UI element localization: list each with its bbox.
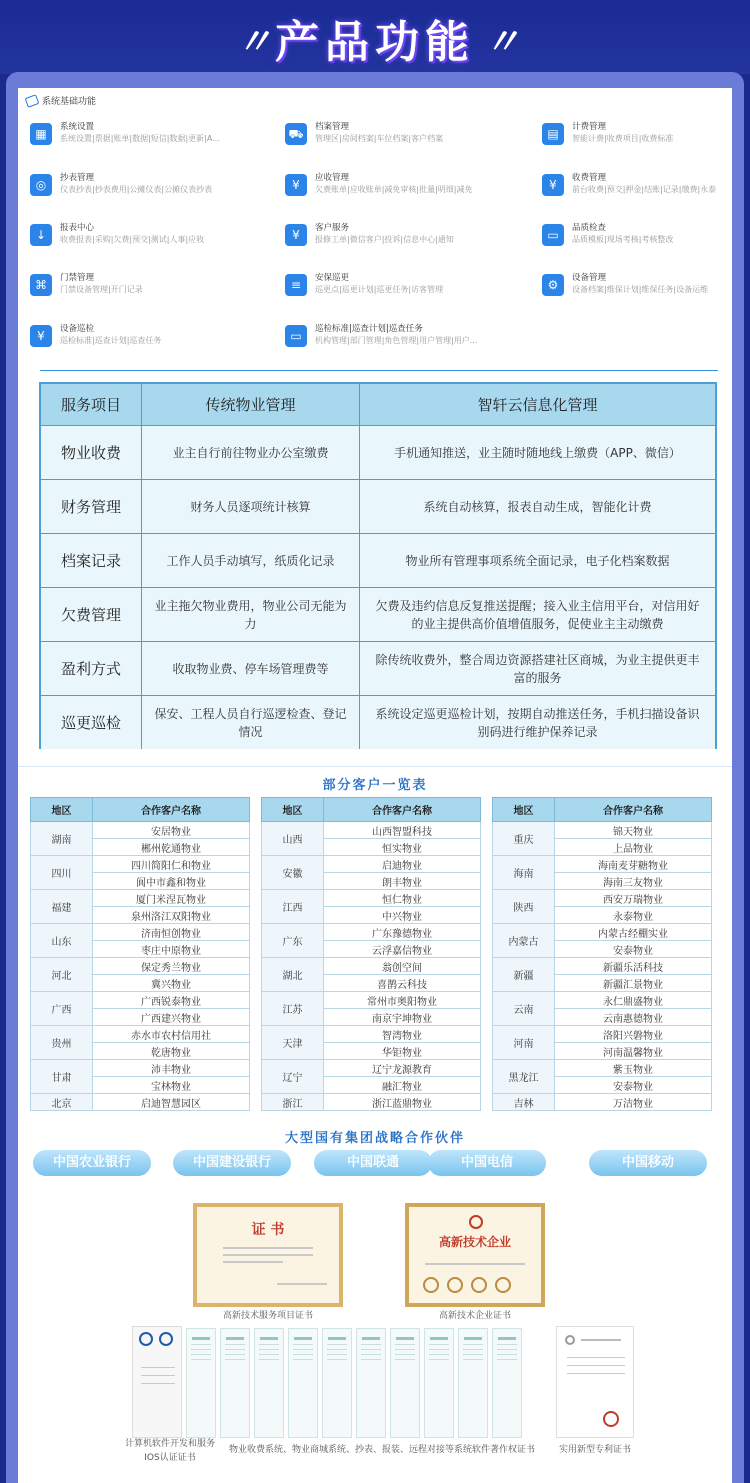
function-item[interactable] — [30, 172, 250, 196]
check-icon: ¥ — [30, 325, 52, 347]
software-certificate — [186, 1328, 216, 1438]
client-cell: 厦门米涅瓦物业 — [93, 890, 250, 907]
region-cell: 安徽 — [262, 856, 324, 890]
client-cell: 永仁鼎盛物业 — [555, 992, 712, 1009]
function-title: 客户服务 — [315, 223, 350, 233]
table-row — [493, 924, 712, 941]
software-certificate — [322, 1328, 352, 1438]
software-certificate — [424, 1328, 454, 1438]
client-header: 合作客户名称 — [555, 798, 712, 822]
client-cell: 山西智盟科技 — [324, 822, 481, 839]
region-cell: 福建 — [31, 890, 93, 924]
traditional-cell: 收取物业费、停车场管理费等 — [142, 642, 360, 695]
function-desc: 报修工单|微信客户|投诉|信息中心|通知 — [315, 235, 454, 244]
table-row — [31, 1060, 250, 1077]
function-desc: 设备档案|维保计划|维保任务|设备运维 — [572, 285, 709, 294]
function-item[interactable] — [285, 172, 505, 196]
client-cell: 新疆乐活科技 — [555, 958, 712, 975]
function-title: 抄表管理 — [60, 173, 95, 183]
function-title: 品质检查 — [572, 223, 607, 233]
region-cell: 山西 — [262, 822, 324, 856]
hightech-certificate: 高新技术企业 — [405, 1203, 545, 1307]
function-item[interactable] — [285, 121, 505, 145]
clients-title: 部分客户一览表 — [322, 778, 428, 793]
comparison-table — [39, 382, 717, 749]
cloud-cell: 手机通知推送，业主随时随地线上缴费（APP、微信） — [394, 445, 681, 460]
region-cell: 天津 — [262, 1026, 324, 1060]
client-cell: 锦天物业 — [555, 822, 712, 839]
device-icon: ⚙ — [542, 274, 564, 296]
function-item[interactable] — [30, 222, 250, 246]
function-title: 档案管理 — [315, 122, 350, 132]
client-cell: 永泰物业 — [555, 907, 712, 924]
function-title: 系统设置 — [60, 122, 95, 132]
client-table — [261, 797, 481, 1111]
function-item[interactable] — [542, 222, 750, 246]
client-cell: 喜鹊云科技 — [324, 975, 481, 992]
client-cell: 新疆汇景物业 — [555, 975, 712, 992]
function-item[interactable] — [285, 323, 505, 347]
region-cell: 四川 — [31, 856, 93, 890]
cloud-cell: 物业所有管理事项系统全面记录，电子化档案数据 — [405, 553, 670, 568]
cloud-cell: 除传统收费外，整合周边资源搭建社区商城，为业主提供更丰富的服务 — [375, 652, 700, 685]
iso-caption-1: 计算机软件开发和服务 — [124, 1439, 215, 1449]
client-cell: 枣庄中原物业 — [93, 941, 250, 958]
partner-badge: 中国电信 — [428, 1150, 546, 1176]
client-cell: 内蒙古经棚实业 — [555, 924, 712, 941]
table-row — [31, 992, 250, 1009]
table-row — [493, 992, 712, 1009]
region-cell: 山东 — [31, 924, 93, 958]
table-row — [31, 1026, 250, 1043]
function-desc: 智能计费|收费项目|收费标准 — [572, 134, 674, 143]
region-cell: 甘肃 — [31, 1060, 93, 1094]
table-row — [262, 890, 481, 907]
region-cell: 广东 — [262, 924, 324, 958]
client-table — [492, 797, 712, 1111]
report-icon: ↓ — [30, 224, 52, 246]
function-desc: 管理区|房间档案|车位档案|客户档案 — [315, 134, 444, 143]
region-cell: 江西 — [262, 890, 324, 924]
region-cell: 内蒙古 — [493, 924, 555, 958]
table-row — [31, 958, 250, 975]
client-cell: 智湾物业 — [324, 1026, 481, 1043]
client-cell: 郴州乾通物业 — [93, 839, 250, 856]
function-desc: 巡检标准|巡查计划|巡查任务 — [60, 336, 162, 345]
function-desc: 门禁设备管理|开门记录 — [60, 285, 143, 294]
software-certificate — [458, 1328, 488, 1438]
client-cell: 西安万瑞物业 — [555, 890, 712, 907]
function-title: 安保巡更 — [315, 273, 350, 283]
traditional-cell: 业主拖欠物业费用，物业公司无能为力 — [142, 588, 360, 641]
client-cell: 南京宇坤物业 — [324, 1009, 481, 1026]
software-caption: 物业收费系统、物业商城系统、抄表、报装、远程对接等系统软件著作权证书 — [228, 1445, 535, 1455]
client-cell: 中兴物业 — [324, 907, 481, 924]
region-cell: 北京 — [31, 1094, 93, 1111]
divider — [40, 370, 718, 371]
comparison-header — [41, 384, 715, 426]
iso-caption-2: IOS认证证书 — [144, 1453, 196, 1463]
hero-banner — [0, 0, 750, 74]
table-row — [31, 856, 250, 873]
client-cell: 上品物业 — [555, 839, 712, 856]
function-desc: 系统设置|票据|账单|数据|短信|数据|更新|A... — [60, 134, 220, 143]
table-row — [262, 992, 481, 1009]
table-row — [31, 890, 250, 907]
client-cell: 安泰物业 — [555, 941, 712, 958]
section-label: 系统基础功能 — [26, 94, 96, 107]
partner-badge: 中国移动 — [589, 1150, 707, 1176]
tag-icon — [25, 94, 40, 108]
function-title: 门禁管理 — [60, 273, 95, 283]
function-title: 报表中心 — [60, 223, 95, 233]
header-cell: 智轩云信息化管理 — [477, 395, 598, 414]
region-cell: 新疆 — [493, 958, 555, 992]
comparison-row — [41, 588, 715, 642]
region-cell: 河北 — [31, 958, 93, 992]
money-bag-icon: ¥ — [285, 174, 307, 196]
function-desc: 品质模板|现场考核|考核整改 — [572, 235, 674, 244]
client-cell: 辽宁龙源教育 — [324, 1060, 481, 1077]
service-item-cell: 物业收费 — [41, 426, 142, 479]
client-cell: 恒仁物业 — [324, 890, 481, 907]
table-row — [493, 890, 712, 907]
comparison-row — [41, 534, 715, 588]
table-row — [262, 822, 481, 839]
partner-badge: 中国联通 — [314, 1150, 432, 1176]
table-row — [493, 1094, 712, 1111]
region-cell: 贵州 — [31, 1026, 93, 1060]
client-cell: 乾唐物业 — [93, 1043, 250, 1060]
client-cell: 紫玉物业 — [555, 1060, 712, 1077]
client-cell: 安居物业 — [93, 822, 250, 839]
hightech-cert-caption: 高新技术企业证书 — [438, 1311, 511, 1321]
client-cell: 广西建兴物业 — [93, 1009, 250, 1026]
client-header: 合作客户名称 — [93, 798, 250, 822]
client-cell: 广西锐泰物业 — [93, 992, 250, 1009]
table-row — [31, 1094, 250, 1111]
function-item[interactable] — [30, 323, 250, 347]
client-cell: 宝林物业 — [93, 1077, 250, 1094]
function-desc: 收费报表|采购|欠费|预交|测试|人事|应收 — [60, 235, 205, 244]
function-title: 设备管理 — [572, 273, 607, 283]
partners-title: 大型国有集团战略合作伙伴 — [284, 1131, 465, 1146]
region-cell: 重庆 — [493, 822, 555, 856]
software-certificate — [390, 1328, 420, 1438]
database-icon: ≡ — [285, 274, 307, 296]
service-certificate: 证 书 — [193, 1203, 343, 1307]
door-icon: ⌘ — [30, 274, 52, 296]
cloud-cell: 欠费及违约信息反复推送提醒；接入业主信用平台，对信用好的业主提供高价值增值服务，促使业主主动缴费 — [375, 598, 700, 631]
partner-badge: 中国农业银行 — [33, 1150, 151, 1176]
client-cell: 沛丰物业 — [93, 1060, 250, 1077]
region-cell: 吉林 — [493, 1094, 555, 1111]
comparison-row — [41, 696, 715, 749]
software-certificate — [492, 1328, 522, 1438]
function-desc: 机构管理|部门管理|角色管理|用户管理|用户... — [315, 336, 478, 345]
service-cert-caption: 高新技术服务项目证书 — [222, 1311, 313, 1321]
hero-deco-right: 〃 — [484, 22, 521, 63]
table-row — [262, 924, 481, 941]
function-title: 应收管理 — [315, 173, 350, 183]
table-row — [262, 958, 481, 975]
client-cell: 海南三友物业 — [555, 873, 712, 890]
region-cell: 云南 — [493, 992, 555, 1026]
region-cell: 河南 — [493, 1026, 555, 1060]
region-cell: 浙江 — [262, 1094, 324, 1111]
software-certificate — [288, 1328, 318, 1438]
patent-certificate — [556, 1326, 634, 1438]
service-item-cell: 财务管理 — [41, 480, 142, 533]
cash-icon: ¥ — [542, 174, 564, 196]
function-desc: 欠费账单|应收账单|减免审核|批量|明细|减免 — [315, 185, 473, 194]
cloud-cell: 系统自动核算，报表自动生成，智能化计费 — [423, 499, 652, 514]
region-cell: 湖南 — [31, 822, 93, 856]
client-cell: 启迪智慧园区 — [93, 1094, 250, 1111]
function-title: 计费管理 — [572, 122, 607, 132]
client-cell: 洛阳兴磐物业 — [555, 1026, 712, 1043]
function-title: 收费管理 — [572, 173, 607, 183]
traditional-cell: 财务人员逐项统计核算 — [142, 480, 360, 533]
client-table — [30, 797, 250, 1111]
client-cell: 泉州洛江双阳物业 — [93, 907, 250, 924]
list-icon: ▭ — [285, 325, 307, 347]
function-title: 设备巡检 — [60, 324, 95, 334]
service-icon: ¥ — [285, 224, 307, 246]
iso-certificate — [132, 1326, 182, 1438]
card-icon: ▭ — [542, 224, 564, 246]
client-cell: 朗丰物业 — [324, 873, 481, 890]
client-cell: 常州市奥阳物业 — [324, 992, 481, 1009]
client-header: 合作客户名称 — [324, 798, 481, 822]
service-item-cell: 盈利方式 — [41, 642, 142, 695]
traditional-cell: 工作人员手动填写，纸质化记录 — [142, 534, 360, 587]
client-cell: 融汇物业 — [324, 1077, 481, 1094]
car-icon: ⛟ — [285, 123, 307, 145]
traditional-cell: 业主自行前往物业办公室缴费 — [142, 426, 360, 479]
client-cell: 浙江蓝鼎物业 — [324, 1094, 481, 1111]
table-row — [493, 1060, 712, 1077]
client-cell: 冀兴物业 — [93, 975, 250, 992]
client-cell: 广东豫德物业 — [324, 924, 481, 941]
comparison-row — [41, 426, 715, 480]
client-cell: 安泰物业 — [555, 1077, 712, 1094]
function-desc: 前台收费|预交|押金|结账|记录|缴费|永泰 — [572, 185, 717, 194]
seal-icon — [469, 1215, 483, 1229]
table-row — [493, 1026, 712, 1043]
software-certificate — [220, 1328, 250, 1438]
grid-icon: ▦ — [30, 123, 52, 145]
function-item[interactable] — [542, 272, 750, 296]
client-cell: 济南恒创物业 — [93, 924, 250, 941]
table-row — [262, 856, 481, 873]
client-cell: 河南温馨物业 — [555, 1043, 712, 1060]
region-cell: 海南 — [493, 856, 555, 890]
function-item[interactable] — [542, 121, 750, 145]
comparison-row — [41, 642, 715, 696]
divider — [18, 766, 732, 767]
function-desc: 巡更点|巡更计划|巡更任务|访客管理 — [315, 285, 444, 294]
client-cell: 恒实物业 — [324, 839, 481, 856]
client-cell: 保定秀兰物业 — [93, 958, 250, 975]
hero-deco-left: 〃 — [236, 22, 273, 63]
function-item[interactable] — [542, 172, 750, 196]
region-header: 地区 — [493, 798, 555, 822]
client-cell: 阆中市鑫和物业 — [93, 873, 250, 890]
function-item[interactable] — [30, 121, 250, 145]
software-certificate — [356, 1328, 386, 1438]
table-row — [493, 958, 712, 975]
function-item[interactable] — [285, 272, 505, 296]
software-certificate — [254, 1328, 284, 1438]
table-row — [31, 924, 250, 941]
function-desc: 仪表抄表|抄表费用|公摊仪表|公摊仪表抄表 — [60, 185, 213, 194]
client-cell: 四川简阳仁和物业 — [93, 856, 250, 873]
bill-icon: ▤ — [542, 123, 564, 145]
function-title: 巡检标准|巡查计划|巡查任务 — [315, 324, 423, 334]
table-row — [31, 822, 250, 839]
region-cell: 广西 — [31, 992, 93, 1026]
traditional-cell: 保安、工程人员自行巡逻检查、登记情况 — [142, 696, 360, 749]
service-item-cell: 巡更巡检 — [41, 696, 142, 749]
region-cell: 陕西 — [493, 890, 555, 924]
partner-badge: 中国建设银行 — [173, 1150, 291, 1176]
region-cell: 江苏 — [262, 992, 324, 1026]
client-cell: 华钜物业 — [324, 1043, 481, 1060]
client-cell: 云浮嘉信物业 — [324, 941, 481, 958]
comparison-row — [41, 480, 715, 534]
table-row — [262, 1094, 481, 1111]
patent-caption: 实用新型专利证书 — [558, 1445, 631, 1455]
cloud-cell: 系统设定巡更巡检计划，按期自动推送任务，手机扫描设备识别码进行维护保养记录 — [375, 706, 700, 739]
table-row — [493, 822, 712, 839]
client-cell: 云南惠德物业 — [555, 1009, 712, 1026]
region-cell: 湖北 — [262, 958, 324, 992]
region-header: 地区 — [31, 798, 93, 822]
service-item-cell: 档案记录 — [41, 534, 142, 587]
region-cell: 辽宁 — [262, 1060, 324, 1094]
table-row — [262, 1026, 481, 1043]
function-item[interactable] — [285, 222, 505, 246]
region-header: 地区 — [262, 798, 324, 822]
client-cell: 万洁物业 — [555, 1094, 712, 1111]
service-item-cell: 欠费管理 — [41, 588, 142, 641]
header-cell: 传统物业管理 — [142, 384, 360, 425]
client-cell: 启迪物业 — [324, 856, 481, 873]
client-cell: 赤水市农村信用社 — [93, 1026, 250, 1043]
header-cell: 服务项目 — [41, 384, 142, 425]
table-row — [262, 1060, 481, 1077]
page-title: 产品功能 — [275, 17, 475, 68]
function-item[interactable] — [30, 272, 250, 296]
table-row — [493, 856, 712, 873]
client-cell: 海南麦芽糖物业 — [555, 856, 712, 873]
client-cell: 翁创空间 — [324, 958, 481, 975]
meter-icon: ◎ — [30, 174, 52, 196]
region-cell: 黑龙江 — [493, 1060, 555, 1094]
